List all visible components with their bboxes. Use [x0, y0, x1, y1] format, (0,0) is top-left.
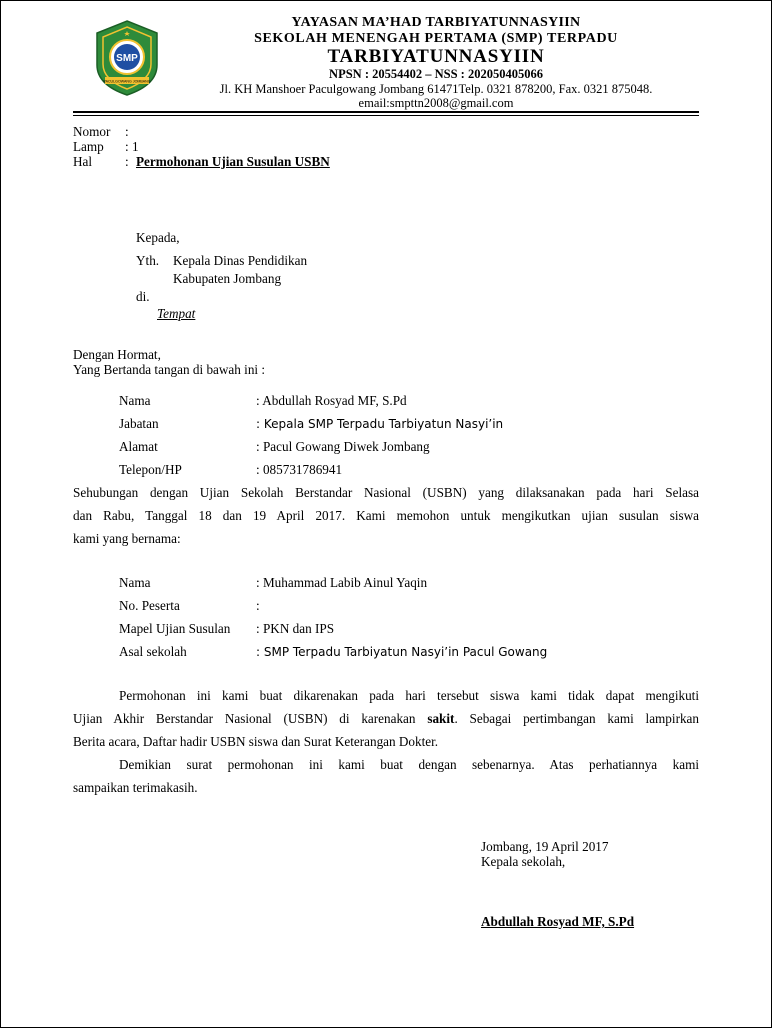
school-name: TARBIYATUNNASYIIN: [327, 46, 545, 67]
student-label-nama: Nama: [119, 575, 151, 590]
kepada: Kepada,: [136, 230, 180, 245]
signer-label-jabatan: Jabatan: [119, 416, 159, 431]
lamp-value: : 1: [125, 139, 139, 154]
paragraph2-line2-pre: Ujian Akhir Berstandar Nasional (USBN) di karenakan: [73, 711, 428, 726]
recipient-line2: Kabupaten Jombang: [173, 271, 282, 286]
closing-signer-name: Abdullah Rosyad MF, S.Pd: [481, 914, 635, 929]
school-address: Jl. KH Manshoer Paculgowang Jombang 61471Telp. 0321 878200, Fax. 0321 875048.: [219, 82, 653, 96]
school-email: email:smpttn2008@gmail.com: [358, 96, 514, 110]
paragraph1-line2: dan Rabu, Tanggal 18 dan 19 April 2017. Kami memohon untuk mengikutkan ujian susulan siswa: [73, 508, 699, 523]
signer-label-alamat: Alamat: [119, 439, 158, 454]
student-value-mapel: : PKN dan IPS: [256, 621, 335, 636]
greeting: Dengan Hormat,: [73, 347, 161, 362]
paragraph2-line2-post: . Sebagai pertimbangan kami lampirkan: [454, 711, 700, 726]
paragraph2-line2: [73, 711, 699, 727]
lamp-label: Lamp: [73, 139, 104, 154]
school-type: SEKOLAH MENENGAH PERTAMA (SMP) TERPADU: [254, 31, 618, 46]
student-label-mapel: Mapel Ujian Susulan: [119, 621, 231, 636]
letterhead-rule-thin: [73, 115, 699, 116]
logo-caption: PACULGOWANG JOMBANG: [103, 79, 151, 84]
school-logo-icon: [93, 19, 161, 97]
signer-value-jabatan: : Kepala SMP Terpadu Tarbiyatun Nasyi’in: [256, 417, 504, 431]
intro: Yang Bertanda tangan di bawah ini :: [73, 362, 266, 377]
hal-colon: :: [125, 154, 129, 169]
paragraph3-line1: Demikian surat permohonan ini kami buat dengan sebenarnya. Atas perhatiannya kami: [119, 757, 699, 772]
nomor-value: :: [125, 124, 129, 139]
closing-position: Kepala sekolah,: [481, 854, 566, 869]
logo-text: SMP: [116, 53, 138, 64]
paragraph2-line1: Permohonan ini kami buat dikarenakan pada hari tersebut siswa kami tidak dapat mengikuti: [119, 688, 699, 703]
foundation-name: YAYASAN MA’HAD TARBIYATUNNASYIIN: [291, 15, 581, 30]
recipient-di: di.: [136, 289, 150, 304]
paragraph3-line2: sampaikan terimakasih.: [73, 780, 198, 795]
paragraph2-line3: Berita acara, Daftar hadir USBN siswa dan Surat Keterangan Dokter.: [73, 734, 439, 749]
letterhead-rule-thick: [73, 111, 699, 113]
hal-label: Hal: [73, 154, 93, 169]
student-value-peserta: :: [256, 598, 260, 613]
paragraph2-bold-reason: sakit: [427, 711, 455, 726]
student-value-sekolah: : SMP Terpadu Tarbiyatun Nasyi’in Pacul Gowang: [256, 645, 548, 659]
signer-label-nama: Nama: [119, 393, 151, 408]
recipient-line1: Kepala Dinas Pendidikan: [173, 253, 308, 268]
student-value-nama: : Muhammad Labib Ainul Yaqin: [256, 575, 428, 590]
nomor-label: Nomor: [73, 124, 111, 139]
signer-label-telepon: Telepon/HP: [119, 462, 182, 477]
closing-place-date: Jombang, 19 April 2017: [481, 839, 609, 854]
yth: Yth.: [136, 253, 160, 268]
signer-value-nama: : Abdullah Rosyad MF, S.Pd: [256, 393, 407, 408]
paragraph1-line3: kami yang bernama:: [73, 531, 181, 546]
student-label-peserta: No. Peserta: [119, 598, 180, 613]
npsn-nss: NPSN : 20554402 – NSS : 202050405066: [329, 67, 543, 81]
recipient-tempat: Tempat: [157, 306, 196, 321]
signer-value-alamat: : Pacul Gowang Diwek Jombang: [256, 439, 430, 454]
paragraph1-line1: Sehubungan dengan Ujian Sekolah Berstandar Nasional (USBN) yang dilaksanakan pada hari Selasa: [73, 485, 699, 500]
signer-value-telepon: : 085731786941: [256, 462, 343, 477]
student-label-sekolah: Asal sekolah: [119, 644, 187, 659]
hal-value: Permohonan Ujian Susulan USBN: [136, 154, 330, 169]
